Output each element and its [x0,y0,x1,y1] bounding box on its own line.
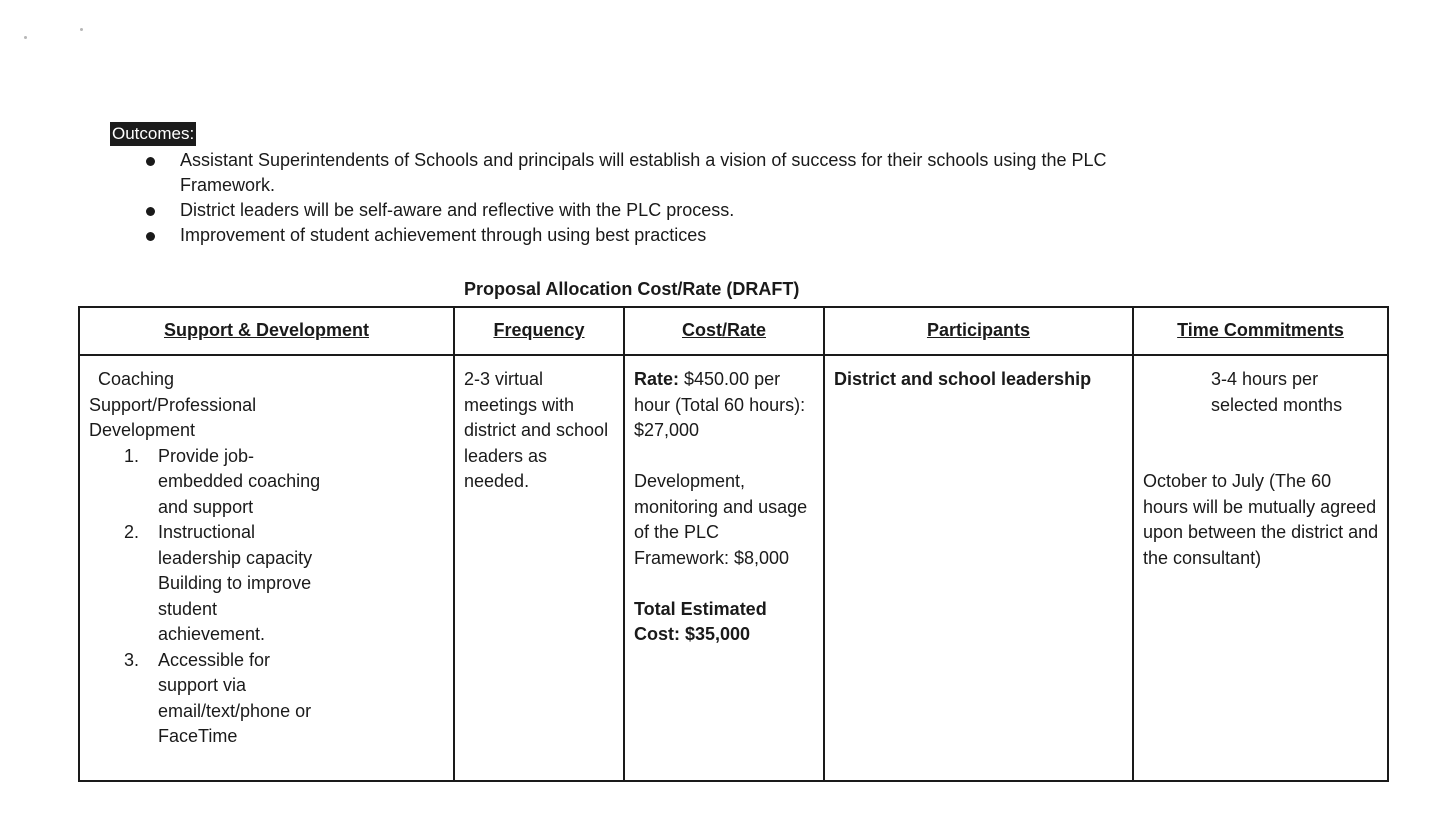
support-list-item [89,648,328,750]
outcome-text: Improvement of student achievement through using best practices [180,225,707,245]
rate-text: $450.00 per hour (Total 60 hours): $27,000 [634,369,806,440]
bullet-icon [146,232,155,241]
outcome-item [140,223,1180,248]
scan-speck [24,36,27,39]
outcomes-label: Outcomes: [110,122,196,146]
list-number: 2. [124,522,140,542]
cell-participants [824,355,1133,781]
development-cost-text: Development, monitoring and usage of the PLC Framework: $8,000 [634,471,808,568]
header-participants: Participants [824,307,1133,355]
support-item-text: Accessible for support via email/text/phone or FaceTime [158,649,312,746]
outcome-text: Assistant Superintendents of Schools and principals will establish a vision of success for their schools using the PLC Framework. [180,150,1107,195]
outcome-text: District leaders will be self-aware and reflective with the PLC process. [180,200,735,220]
time-commitment-hours: 3-4 hours per selected months [1211,369,1343,415]
rate-label: Rate: [634,369,680,389]
list-number: 1. [124,445,140,466]
support-heading-line: Support/Professional [89,394,257,415]
bullet-icon [146,157,155,166]
cost-allocation-table [78,306,1389,782]
header-frequency: Frequency [454,307,624,355]
frequency-text: 2-3 virtual meetings with district and school leaders as needed. [464,369,609,491]
support-heading-line: Development [89,420,196,440]
support-heading-line: Coaching [98,369,175,389]
support-item-text: Instructional leadership capacity Building to improve student achievement. [158,522,313,644]
rate-line [634,367,815,444]
cell-frequency [454,355,624,781]
header-support-development: Support & Development [79,307,454,355]
cell-support-development [79,355,454,781]
support-list [89,444,445,750]
header-cost-rate: Cost/Rate [624,307,824,355]
header-time-commitments: Time Commitments [1133,307,1388,355]
table-title: Proposal Allocation Cost/Rate (DRAFT) [464,279,800,299]
list-number: 3. [124,649,140,670]
total-estimated-cost: Total Estimated Cost: $35,000 [634,598,767,644]
support-list-item [89,520,328,648]
table-row [79,355,1388,781]
support-item-text: Provide job-embedded coaching and support [158,445,321,517]
cell-time-commitments [1133,355,1388,781]
cell-cost-rate [624,355,824,781]
outcomes-list [140,148,1180,248]
time-commitment-period: October to July (The 60 hours will be mutually agreed upon between the district and the consultant) [1143,471,1379,568]
support-list-item [89,444,328,521]
outcome-item [140,148,1180,198]
bullet-icon [146,207,155,216]
table-header-row [79,307,1388,355]
participants-text: District and school leadership [834,369,1092,389]
outcome-item [140,198,1180,223]
scan-speck [80,28,83,31]
